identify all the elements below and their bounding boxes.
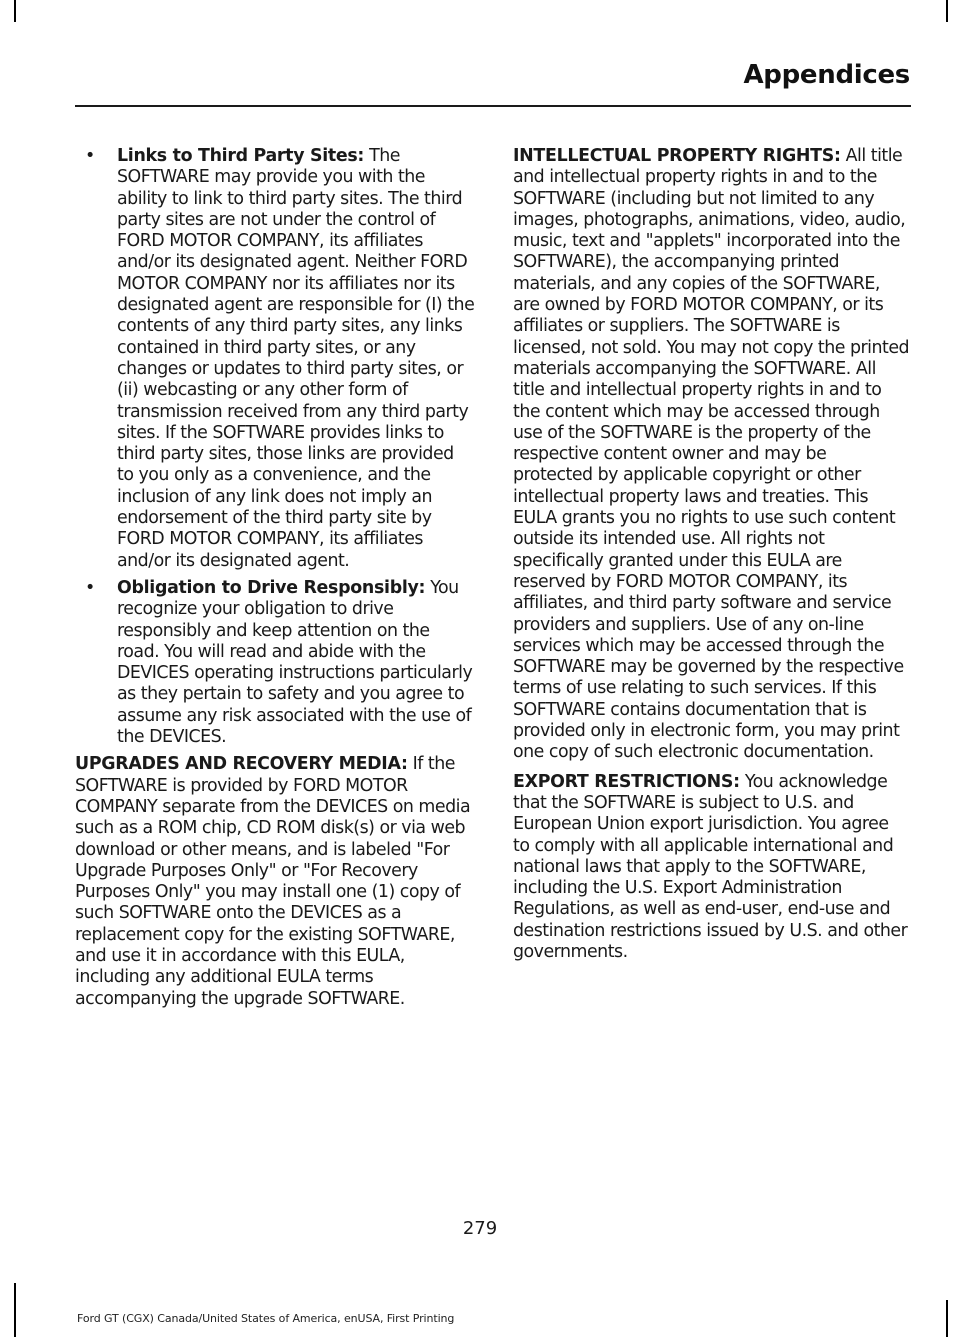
footer-text: Ford GT (CGX) Canada/United States of America, enUSA, First Printing bbox=[77, 1312, 455, 1325]
section-heading: INTELLECTUAL PROPERTY RIGHTS: bbox=[513, 146, 841, 166]
section-heading: UPGRADES AND RECOVERY MEDIA: bbox=[75, 754, 408, 775]
crop-mark bbox=[946, 1300, 948, 1337]
bullet-heading: Obligation to Drive Responsibly: bbox=[117, 577, 426, 598]
right-column bbox=[513, 146, 910, 971]
crop-mark bbox=[946, 0, 948, 22]
bullet-text: You recognize your obligation to drive responsibly and keep attention on the road. You will read and abide with the DEVICES operating instructions particularly as they pertain to safety and you agree to assume any risk associated with the use of the DEVICES. bbox=[117, 577, 473, 748]
bullet-text: The SOFTWARE may provide you with the ability to link to third party sites. The third party sites are not under the control of FORD MOTOR COMPANY, its affiliates and/or its designated agent. Neither FORD MOTOR COMPANY nor its affiliates nor its designated agent are responsible for (I) the contents of any third party sites, any links contained in third party sites, or any changes or updates to third party sites, or (ii) webcasting or any other form of transmission received from any third party sites. If the SOFTWARE provides links to third party sites, those links are provided to you only as a convenience, and the inclusion of any link does not imply an endorsement of the third party site by FORD MOTOR COMPANY, its affiliates and/or its designated agent. bbox=[117, 146, 475, 571]
section-export-restrictions bbox=[513, 772, 910, 964]
bullet-heading: Links to Third Party Sites: bbox=[117, 146, 365, 166]
bullet-item-drive-responsibly bbox=[75, 578, 475, 748]
section-upgrades-recovery-media bbox=[75, 754, 475, 1010]
bullet-list bbox=[75, 146, 475, 748]
section-text: You acknowledge that the SOFTWARE is subject to U.S. and European Union export jurisdiction. You agree to comply with all applicable international and national laws that apply to the SOFTWARE, including the U.S. Export Administration Regulations, as well as end-user, end-use and destination restrictions issued by U.S. and other governments. bbox=[513, 771, 908, 962]
page-number: 279 bbox=[462, 1218, 498, 1239]
header-divider bbox=[75, 105, 911, 107]
crop-mark bbox=[14, 0, 16, 22]
page-title: Appendices bbox=[743, 60, 910, 90]
section-heading: EXPORT RESTRICTIONS: bbox=[513, 771, 740, 792]
section-intellectual-property bbox=[513, 146, 910, 764]
bullet-icon: • bbox=[85, 146, 95, 166]
section-text: If the SOFTWARE is provided by FORD MOTOR COMPANY separate from the DEVICES on media such as a ROM chip, CD ROM disk(s) or via web download or other means, and is labeled "For Upgrade Purposes Only" or "For Recovery Purposes Only" you may install one (1) copy of such SOFTWARE onto the DEVICES as a replacement copy for the existing SOFTWARE, and use it in accordance with this EULA, including any additional EULA terms accompanying the upgrade SOFTWARE. bbox=[75, 754, 471, 1009]
bullet-item-third-party-sites bbox=[75, 146, 475, 572]
left-column bbox=[75, 146, 475, 1018]
bullet-icon: • bbox=[85, 577, 95, 598]
crop-mark bbox=[14, 1283, 16, 1337]
section-text: All title and intellectual property rights in and to the SOFTWARE (including but not limited to any images, photographs, animations, video, audio, music, text and "applets" incorporated into the SOFTWARE), the accompanying printed materials, and any copies of the SOFTWARE, are owned by FORD MOTOR COMPANY, or its affiliates or suppliers. The SOFTWARE is licensed, not sold. You may not copy the printed materials accompanying the SOFTWARE. All title and intellectual property rights in and to the content which may be accessed through use of the SOFTWARE is the property of the respective content owner and may be protected by applicable copyright or other intellectual property laws and treaties. This EULA grants you no rights to use such content outside its intended use. All rights not specifically granted under this EULA are reserved by FORD MOTOR COMPANY, its affiliates, and third party software and service providers and suppliers. Use of any on-line services which may be accessed through the SOFTWARE may be governed by the respective terms of use relating to such services. If this SOFTWARE contains documentation that is provided only in electronic form, you may print one copy of such electronic documentation. bbox=[513, 146, 910, 763]
